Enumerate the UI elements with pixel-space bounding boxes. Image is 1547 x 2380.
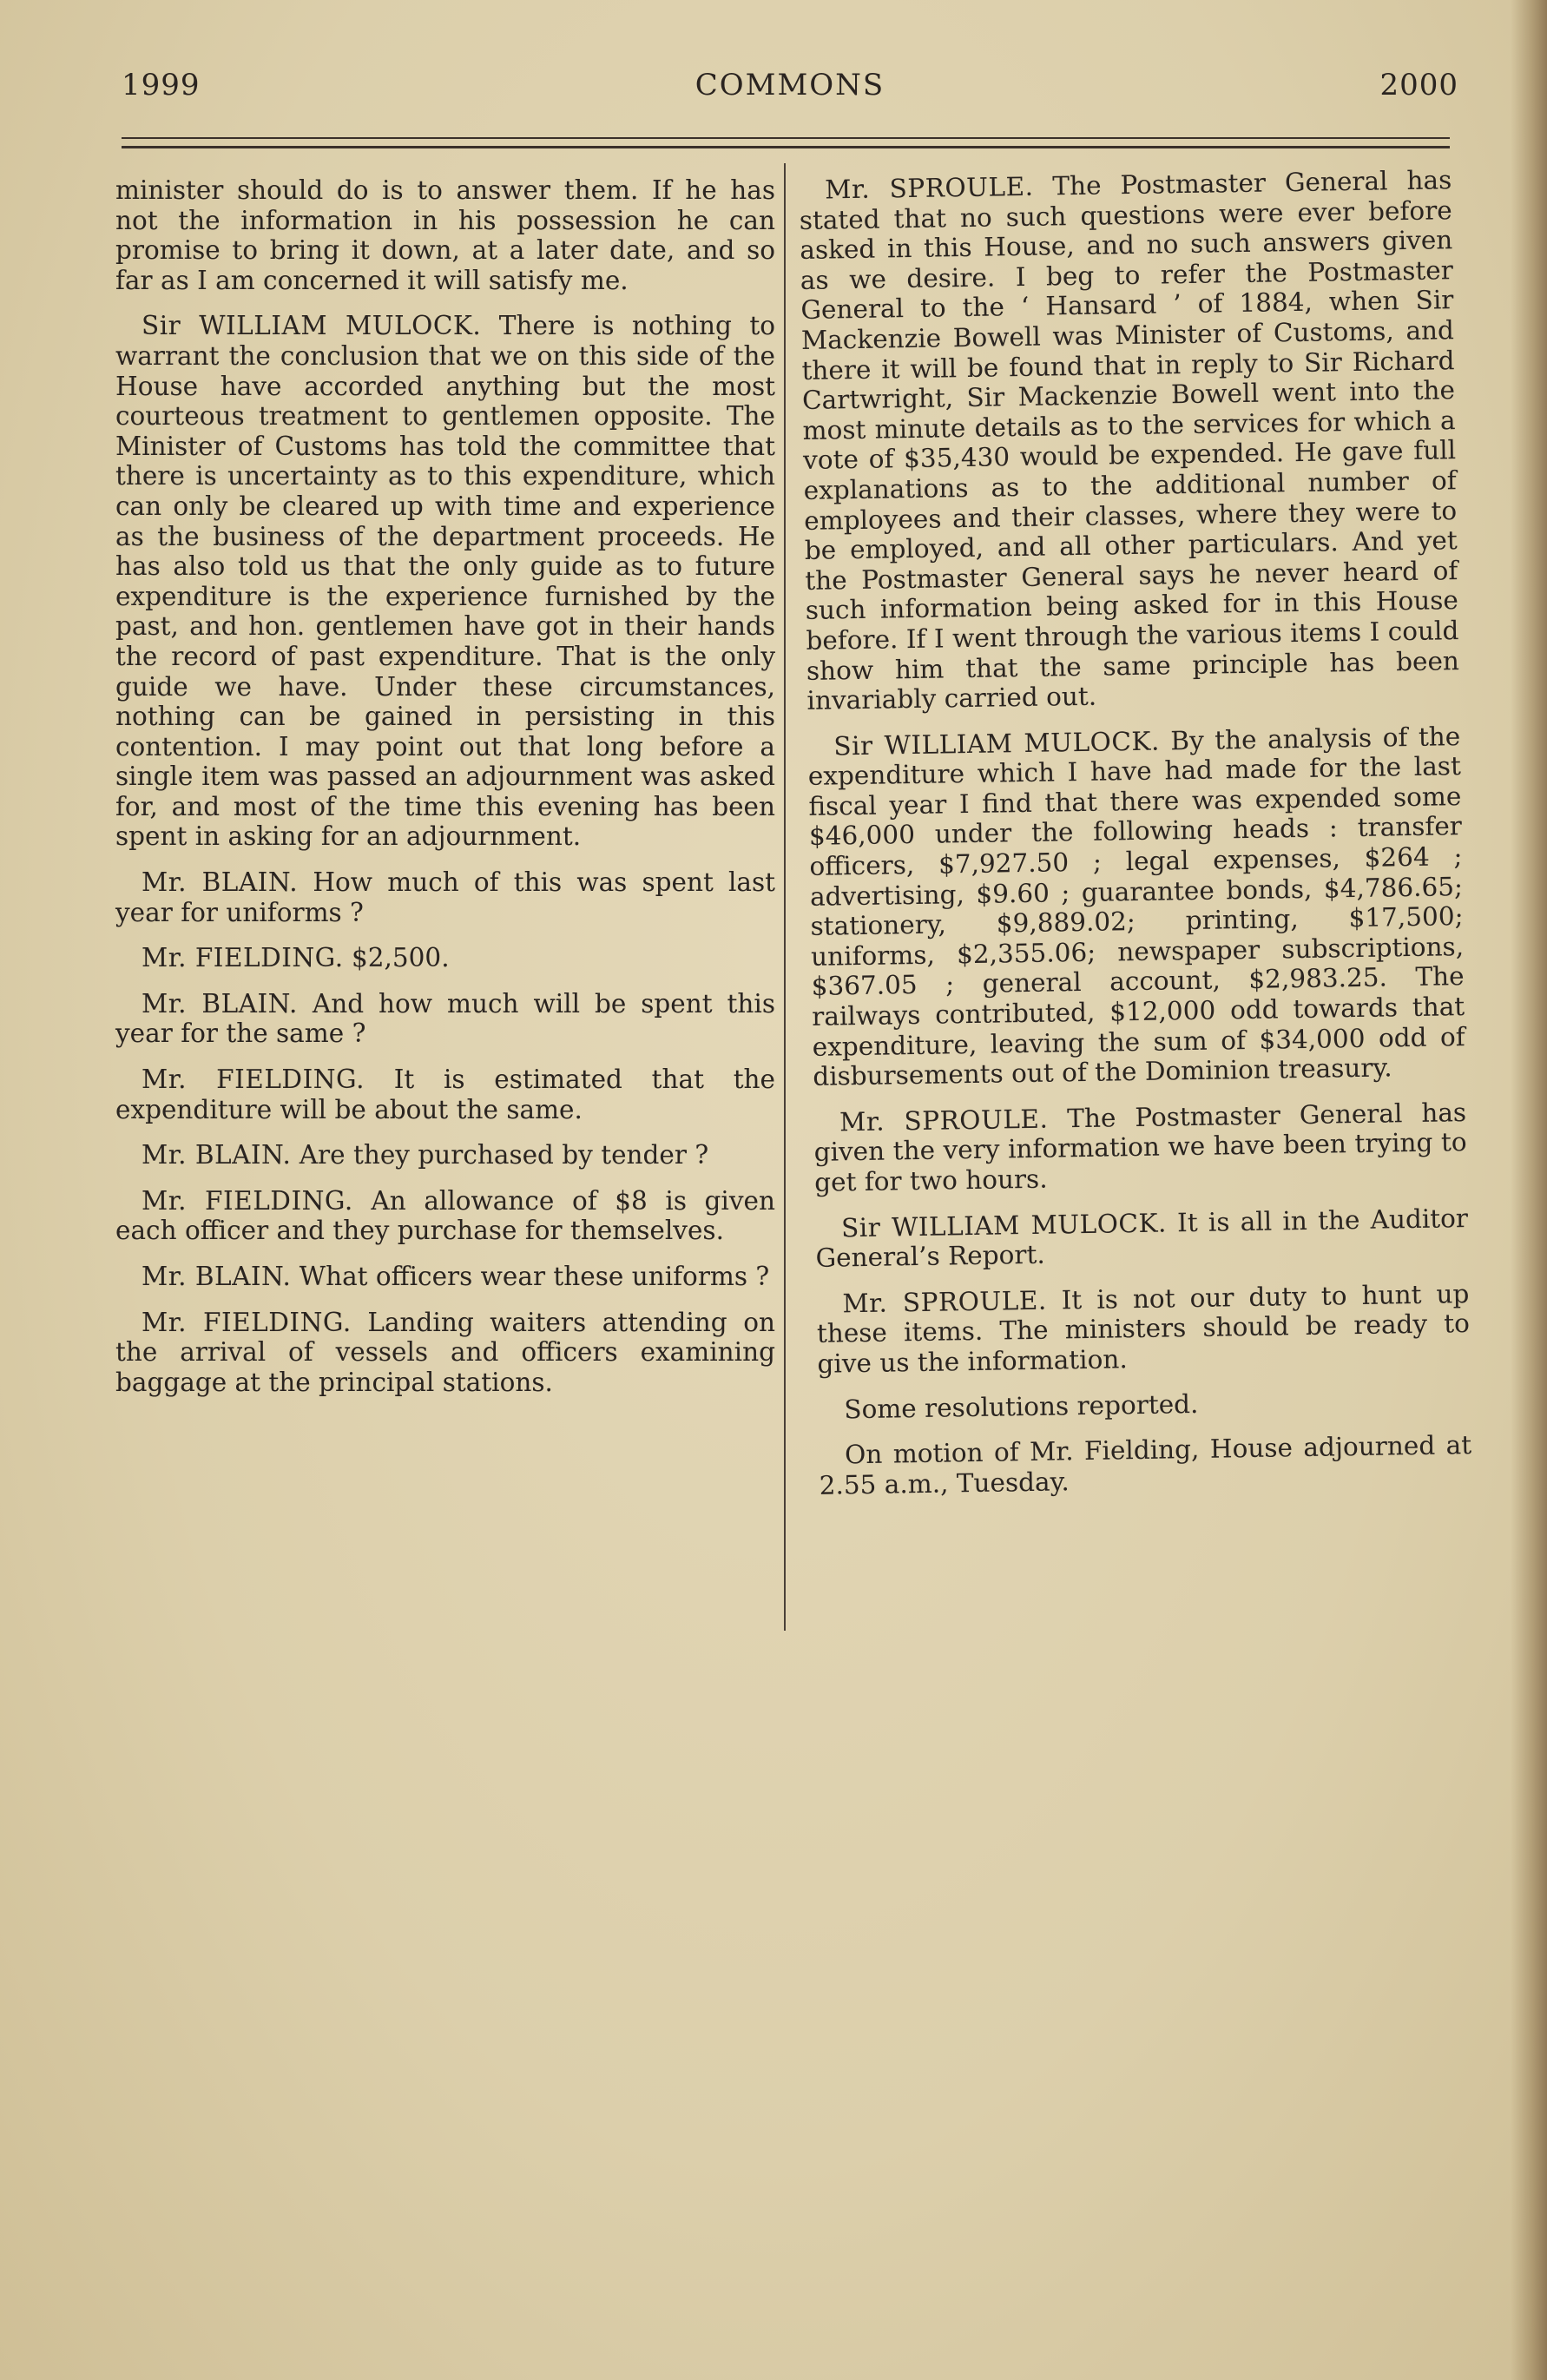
paragraph-text: What officers wear these uniforms ? xyxy=(299,1262,770,1291)
paragraph-text: minister should do is to answer them. If he has not the information in his possession he can promise to bring it down, at a later date, and so far as I am concerned it will satisfy me. xyxy=(115,175,775,295)
paragraph-text: $2,500. xyxy=(351,943,450,973)
paragraph xyxy=(115,311,775,852)
speaker-name: Mr. FIELDING. xyxy=(142,1185,353,1216)
running-title: COMMONS xyxy=(695,68,885,102)
speaker-name: Mr. FIELDING. xyxy=(142,1065,365,1095)
column-divider xyxy=(784,163,786,1631)
speaker-name: Mr. SPROULE. xyxy=(839,1104,1049,1137)
paragraph-text: It is estimated that the expenditure will be about the same. xyxy=(115,1065,776,1124)
paragraph-text: On motion of Mr. Fielding, House adjourned at 2.55 a.m., Tuesday. xyxy=(819,1430,1472,1500)
paragraph xyxy=(115,943,775,973)
paragraph-text: The Postmaster General has given the very information we have been trying to get for two hours. xyxy=(813,1097,1467,1197)
speaker-name: Mr. BLAIN. xyxy=(142,867,299,898)
speaker-name: Mr. BLAIN. xyxy=(142,1140,292,1170)
paragraph xyxy=(115,1065,775,1124)
paragraph xyxy=(818,1385,1471,1425)
paragraph xyxy=(807,722,1465,1092)
paragraph xyxy=(115,1308,775,1398)
header-rule-thick xyxy=(122,146,1450,148)
paragraph-text: Landing waiters attending on the arrival of vessels and officers examining baggage at the principal stations. xyxy=(115,1307,775,1397)
speaker-name: Mr. BLAIN. xyxy=(142,1262,292,1291)
paragraph xyxy=(115,1262,775,1292)
paragraph-text: By the analysis of the expenditure which I have had made for the last fiscal year I find that there was expended some $46,000 under the following heads : transfer officers, $7,927.50 ; legal expenses, $264 ; advertising, $9.60 ; guarantee bonds, $4,786.65; stationery, $9,889.02; printing, $17,500; uniforms, $2,355.06; newspaper subscriptions, $367.05 ; general account, $2,983.25. The railways contributed, $12,000 odd towards that expenditure, leaving the sum of $34,000 odd of disbursements out of the Dominion treasury. xyxy=(807,721,1465,1092)
speaker-name: Mr. SPROULE. xyxy=(824,171,1034,205)
paragraph-text: And how much will be spent this year for the same ? xyxy=(115,988,775,1049)
paragraph xyxy=(115,989,775,1049)
paragraph xyxy=(115,1186,775,1246)
paragraph-text: Are they purchased by tender ? xyxy=(299,1140,709,1170)
paragraph-text: An allowance of $8 is given each officer and they purchase for themselves. xyxy=(115,1185,775,1246)
paragraph-text: It is all in the Auditor General’s Report. xyxy=(815,1203,1469,1274)
speaker-name: Sir WILLIAM MULOCK. xyxy=(833,726,1161,761)
paragraph xyxy=(816,1279,1471,1380)
speaker-name: Mr. FIELDING. xyxy=(142,943,344,973)
speaker-name: Mr. SPROULE. xyxy=(842,1285,1047,1319)
paragraph xyxy=(813,1098,1468,1198)
paragraph xyxy=(115,867,775,927)
speaker-name: Sir WILLIAM MULOCK. xyxy=(840,1208,1168,1243)
paragraph xyxy=(819,1430,1472,1500)
paragraph xyxy=(815,1203,1469,1274)
paragraph xyxy=(115,175,775,295)
binding-edge-shadow xyxy=(1511,0,1547,2380)
paragraph-text: It is not our duty to hunt up these items. The ministers should be ready to give us the information. xyxy=(816,1278,1471,1379)
paragraph-text: The Postmaster General has stated that no such questions were ever before asked in this House, and no such answers given as we desire. I beg to refer the Postmaster General to the ‘ Hansard ’ of 1884, when Sir Mackenzie Bowell was Minister of Customs, and there it will be found that in reply to Sir Richard Cartwright, Sir Mackenzie Bowell went into the most minute details as to the services for which a vote of $35,430 would be expended. He gave full explanations as to the additional number of employees and their classes, where they were to be employed, and all other particulars. And yet the Postmaster General says he never heard of such information being asked for in this House before. If I went through the various items I could show him that the same principle has been invariably carried out. xyxy=(799,165,1460,716)
paragraph-text: How much of this was spent last year for uniforms ? xyxy=(115,867,775,927)
header-rule-thin xyxy=(122,137,1450,139)
left-page-number: 1999 xyxy=(122,68,201,102)
paragraph-text: Some resolutions reported. xyxy=(844,1388,1199,1424)
speaker-name: Mr. FIELDING. xyxy=(142,1307,352,1337)
page-header xyxy=(122,68,1458,120)
paragraph xyxy=(799,165,1460,715)
speaker-name: Mr. BLAIN. xyxy=(142,988,298,1019)
paragraph-text: There is nothing to warrant the conclusion that we on this side of the House have accorded anything but the most courteous treatment to gentlemen opposite. The Minister of Customs has told the committee that there is uncertainty as to this expenditure, which can only be cleared up with time and experience as the business of the department proceeds. He has also told us that the only guide as to future expenditure is the experience furnished by the past, and hon. gentlemen have got in their hands the record of past expenditure. That is the only guide we have. Under these circumstances, nothing can be gained in persisting in this contention. I may point out that long before a single item was passed an adjournment was asked for, and most of the time this evening has been spent in asking for an adjournment. xyxy=(115,311,775,852)
right-column xyxy=(799,165,1472,1516)
right-page-number: 2000 xyxy=(1379,68,1458,102)
speaker-name: Sir WILLIAM MULOCK. xyxy=(142,311,482,341)
paragraph xyxy=(115,1140,775,1170)
left-column xyxy=(115,175,775,1413)
